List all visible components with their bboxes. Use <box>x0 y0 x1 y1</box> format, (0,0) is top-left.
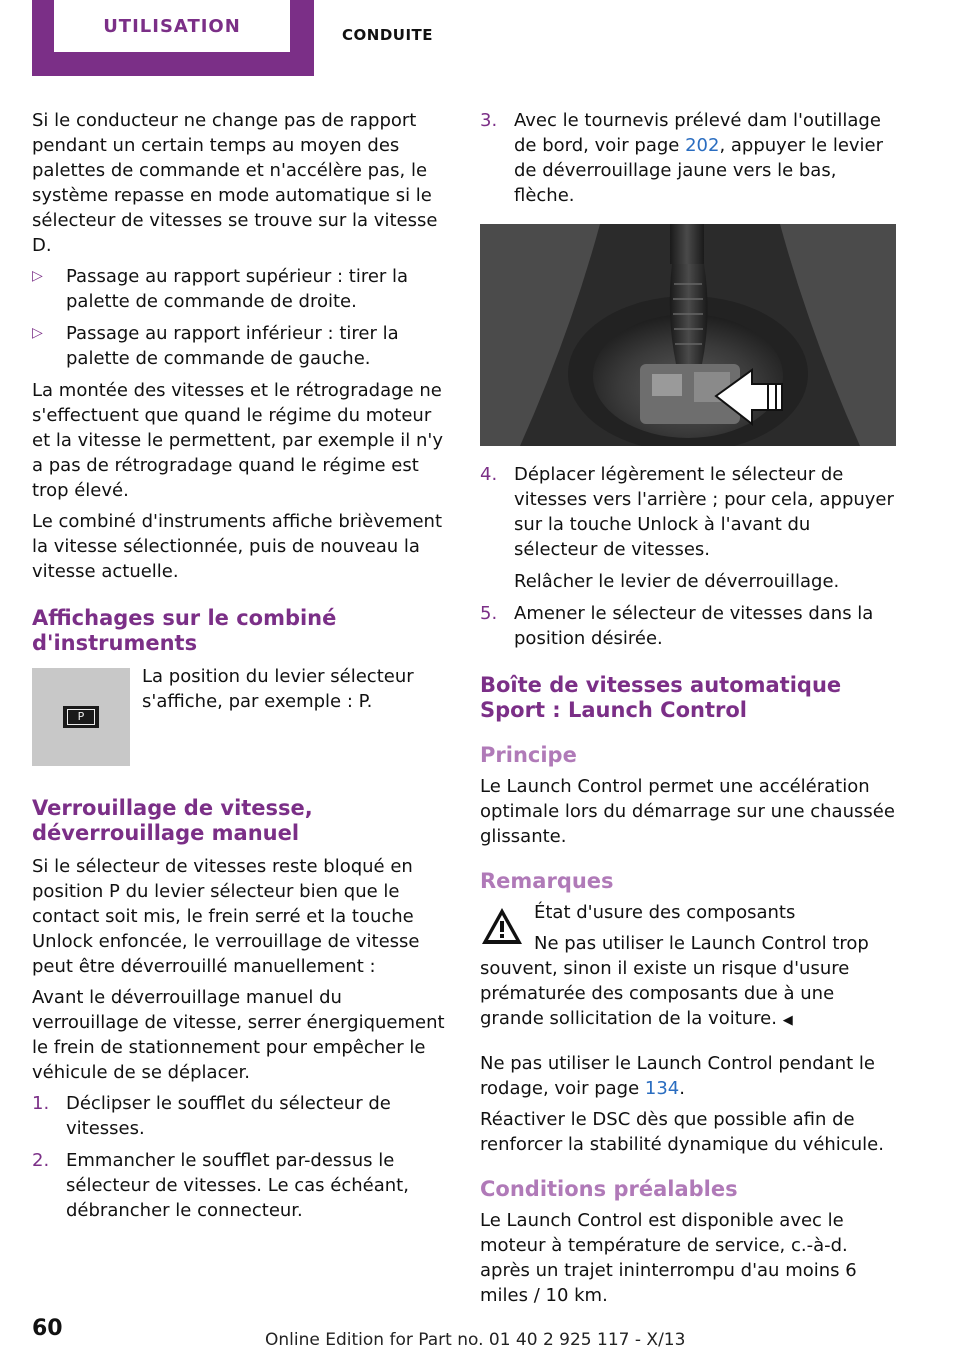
unlock-paragraph-1: Si le sélecteur de vitesses reste bloqué en position P du levier sélecteur bien que le contact soit mis, le frein serré et la touche Unlock enfoncée, le verrouillage de vitesse peut être déverrouillé manuellement : <box>32 856 420 977</box>
remark-dsc: Réactiver le DSC dès que possible afin de renforcer la stabilité dynamique du véhicule. <box>480 1109 884 1155</box>
warning-triangle-icon <box>480 904 524 948</box>
step-text: Emmancher le soufflet par-dessus le sélecteur de vitesses. Le cas échéant, débrancher le connecteur. <box>66 1150 409 1221</box>
heading-remarks: Remarques <box>480 869 614 893</box>
gear-indicator-letter: P <box>67 709 95 725</box>
list-item <box>32 264 450 314</box>
left-column <box>32 108 450 1230</box>
page-number: 60 <box>32 1316 63 1341</box>
step-subtext: Relâcher le levier de déverrouillage. <box>514 571 840 592</box>
step-number: 1. <box>32 1093 50 1114</box>
list-item <box>32 1091 450 1141</box>
step-text: Avec le tournevis prélevé dam l'outillage de bord, voir page <box>514 110 881 156</box>
shift-lever-illustration <box>480 224 896 446</box>
step-number: 5. <box>480 603 498 624</box>
heading-display: Affichages sur le combiné d'instruments <box>32 606 337 655</box>
display-block <box>32 664 450 774</box>
step-text: Déclipser le soufflet du sélecteur de vitesses. <box>66 1093 391 1139</box>
remark-text-end: . <box>679 1078 685 1099</box>
heading-unlock: Verrouillage de vitesse, déverrouillage manuel <box>32 796 313 845</box>
step-text: Amener le sélecteur de vitesses dans la position désirée. <box>514 603 874 649</box>
display-text: La position du levier sélecteur s'affiche, par exemple : P. <box>142 666 414 712</box>
heading-principle: Principe <box>480 743 577 767</box>
remark-text: Ne pas utiliser le Launch Control pendant le rodage, voir page <box>480 1053 875 1099</box>
bullet-text: Passage au rapport supérieur : tirer la palette de commande de droite. <box>66 266 409 312</box>
list-item <box>480 601 896 651</box>
step-number: 4. <box>480 464 498 485</box>
intro-paragraph: Si le conducteur ne change pas de rapport pendant un certain temps au moyen des palettes de commande et n'accélère pas, le système repasse en mode automatique si le sélecteur de vitesses se trouve sur la vitesse D. <box>32 110 438 256</box>
remark-break-in <box>480 1051 896 1101</box>
list-item <box>480 462 896 594</box>
bullet-triangle-icon: ▷ <box>32 325 43 341</box>
paragraph-cluster: Le combiné d'instruments affiche brièvement la vitesse sélectionnée, puis de nouveau la vitesse actuelle. <box>32 511 443 582</box>
end-mark-icon: ◀ <box>782 1013 793 1028</box>
unlock-steps <box>32 1091 450 1223</box>
cluster-display-image <box>32 668 130 766</box>
heading-launch-control: Boîte de vitesses automatique Sport : Launch Control <box>480 673 842 722</box>
heading-conditions: Conditions préalables <box>480 1177 738 1201</box>
warning-body: Ne pas utiliser le Launch Control trop souvent, sinon il existe un risque d'usure prématurée des composants due à une grande sollicitation de la voiture. <box>480 933 869 1029</box>
principle-paragraph: Le Launch Control permet une accélération optimale lors du démarrage sur une chaussée glissante. <box>480 776 895 847</box>
warning-text <box>480 931 896 1033</box>
warning-title: État d'usure des composants <box>534 902 796 923</box>
right-column <box>480 108 896 1314</box>
step-number: 3. <box>480 110 498 131</box>
page-link-202[interactable]: 202 <box>685 135 720 156</box>
conditions-paragraph: Le Launch Control est disponible avec le moteur à température de service, c.-à-d. après un trajet ininterrompu d'au moins 6 miles / 10 km. <box>480 1210 857 1306</box>
edition-footer: Online Edition for Part no. 01 40 2 925 117 - X/13 <box>265 1330 686 1350</box>
bullet-triangle-icon: ▷ <box>32 268 43 284</box>
header-tab-inner <box>54 0 290 52</box>
shift-bullet-list <box>32 264 450 371</box>
step-text-end: , appuyer le levier de déverrouillage jaune vers le bas, flèche. <box>514 135 884 206</box>
paragraph-shifting: La montée des vitesses et le rétrogradage ne s'effectuent que quand le régime du moteur et la vitesse le permettent, par exemple il n'y a pas de rétrogradage quand le régime est trop élevé. <box>32 380 444 501</box>
chapter-label: UTILISATION <box>103 15 241 37</box>
section-label: CONDUITE <box>342 26 434 44</box>
warning-block <box>480 900 896 1039</box>
list-item <box>32 1148 450 1223</box>
step-number: 2. <box>32 1150 50 1171</box>
shift-lever-photo <box>480 224 896 446</box>
list-item <box>480 108 896 208</box>
unlock-steps-final <box>480 462 896 651</box>
list-item <box>32 321 450 371</box>
unlock-steps-continued <box>480 108 896 208</box>
gear-indicator <box>63 706 99 728</box>
bullet-text: Passage au rapport inférieur : tirer la palette de commande de gauche. <box>66 323 399 369</box>
step-text: Déplacer légèrement le sélecteur de vitesses vers l'arrière ; pour cela, appuyer sur la touche Unlock à l'avant du sélecteur de vitesses. <box>514 464 894 560</box>
header-tab <box>32 0 314 76</box>
page-link-134[interactable]: 134 <box>644 1078 680 1099</box>
unlock-paragraph-2: Avant le déverrouillage manuel du verrouillage de vitesse, serrer énergiquement le frein de stationnement pour empêcher le véhicule de se déplacer. <box>32 987 445 1083</box>
